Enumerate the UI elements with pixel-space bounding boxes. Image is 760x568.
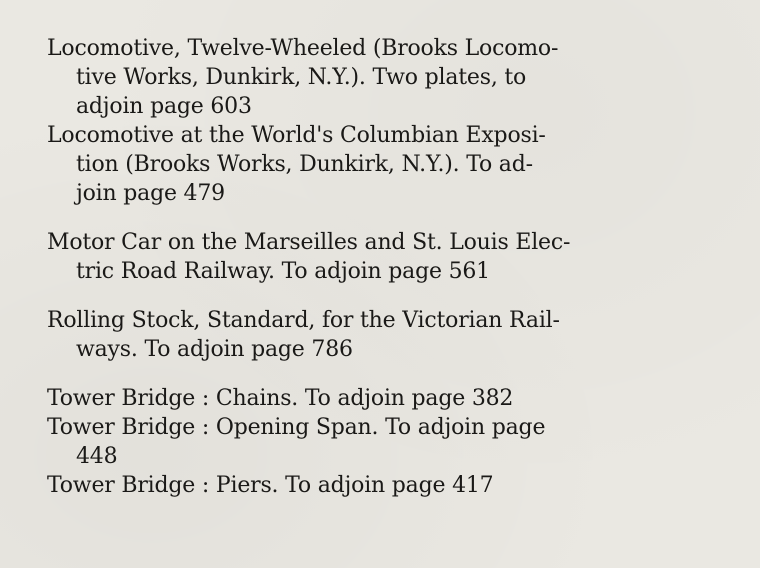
entry-line: Tower Bridge : Opening Span. To adjoin page <box>47 415 546 440</box>
entry-line: 448 <box>76 444 118 469</box>
entry-line: ways. To adjoin page 786 <box>76 337 353 362</box>
entry-line: Locomotive, Twelve-Wheeled (Brooks Locomo- <box>47 36 559 61</box>
entry-line: tion (Brooks Works, Dunkirk, N.Y.). To ad- <box>76 152 533 177</box>
list-entry-tower-bridge-chains <box>47 384 727 413</box>
list-entry-columbian-exposition-locomotive <box>47 121 727 208</box>
list-entry-tower-bridge-opening-span <box>47 413 727 471</box>
list-entry-motor-car <box>47 228 727 286</box>
entry-line: tive Works, Dunkirk, N.Y.). Two plates, to <box>76 65 527 90</box>
entry-line: Tower Bridge : Chains. To adjoin page 382 <box>47 386 514 411</box>
plate-list <box>47 34 727 500</box>
entry-line: Locomotive at the World's Columbian Exposi- <box>47 123 546 148</box>
list-entry-tower-bridge-piers <box>47 471 727 500</box>
entry-line: Rolling Stock, Standard, for the Victorian Rail- <box>47 308 560 333</box>
entry-line: Motor Car on the Marseilles and St. Louis Elec- <box>47 230 571 255</box>
list-entry-rolling-stock <box>47 306 727 364</box>
entry-line: adjoin page 603 <box>76 94 252 119</box>
list-entry-twelve-wheeled-locomotive <box>47 34 727 121</box>
entry-line: Tower Bridge : Piers. To adjoin page 417 <box>47 473 494 498</box>
entry-line: join page 479 <box>76 181 225 206</box>
entry-line: tric Road Railway. To adjoin page 561 <box>76 259 490 284</box>
